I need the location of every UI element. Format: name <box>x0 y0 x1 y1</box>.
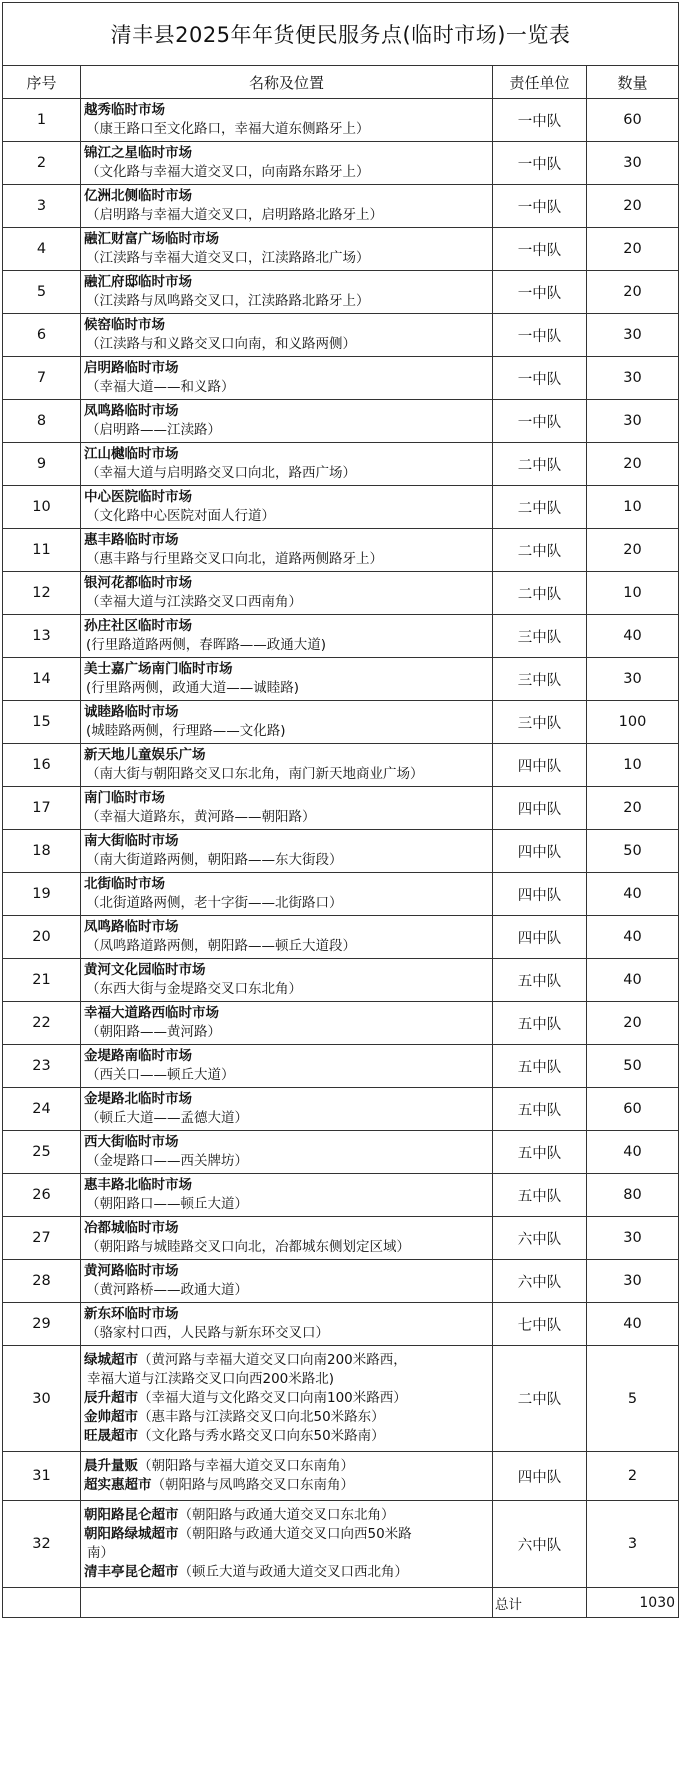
market-location-cell <box>81 787 493 830</box>
market-name: 黄河文化园临时市场 <box>84 962 206 978</box>
total-value: 1030 <box>587 1588 679 1618</box>
row-number: 2 <box>3 142 81 185</box>
table-row <box>3 701 679 744</box>
supermarket-entry <box>84 1370 488 1389</box>
market-name: 锦江之星临时市场 <box>84 145 192 161</box>
market-location-cell <box>81 271 493 314</box>
market-address: （幸福大道与江渎路交叉口西南角） <box>86 594 302 610</box>
market-name: 黄河路临时市场 <box>84 1263 179 1279</box>
stall-quantity: 80 <box>587 1174 679 1217</box>
row-number: 17 <box>3 787 81 830</box>
stall-quantity: 30 <box>587 1217 679 1260</box>
table-row <box>3 314 679 357</box>
market-location-cell <box>81 1088 493 1131</box>
supermarket-address: （朝阳路与幸福大道交叉口东南角） <box>138 1458 354 1474</box>
supermarket-address: （朝阳路与凤鸣路交叉口东南角） <box>151 1477 354 1493</box>
market-location-cell <box>81 357 493 400</box>
table-row <box>3 400 679 443</box>
supermarket-entry <box>84 1506 488 1525</box>
supermarket-entry <box>84 1427 488 1446</box>
supermarket-entry <box>84 1408 488 1427</box>
stall-quantity: 2 <box>587 1452 679 1501</box>
market-name: 冶都城临时市场 <box>84 1220 179 1236</box>
market-name: 南门临时市场 <box>84 790 165 806</box>
market-name: 幸福大道路西临时市场 <box>84 1005 219 1021</box>
empty-cell <box>81 1588 493 1618</box>
responsible-unit: 二中队 <box>493 1346 587 1452</box>
market-address: （江渎路与和义路交叉口向南，和义路两侧） <box>86 336 356 352</box>
stall-quantity: 50 <box>587 830 679 873</box>
responsible-unit: 三中队 <box>493 615 587 658</box>
market-name: 凤鸣路临时市场 <box>84 919 179 935</box>
market-name: 新天地儿童娱乐广场 <box>84 747 206 763</box>
market-address: （启明路与幸福大道交叉口，启明路路北路牙上） <box>86 207 383 223</box>
row-number: 31 <box>3 1452 81 1501</box>
stall-quantity: 10 <box>587 486 679 529</box>
responsible-unit: 一中队 <box>493 314 587 357</box>
market-name: 南大街临时市场 <box>84 833 179 849</box>
responsible-unit: 一中队 <box>493 228 587 271</box>
table-row <box>3 99 679 142</box>
market-address: （朝阳路口——顿丘大道） <box>86 1196 248 1212</box>
market-location-cell <box>81 1260 493 1303</box>
market-address: （朝阳路与城睦路交叉口向北，冶都城东侧划定区域） <box>86 1239 410 1255</box>
supermarket-address: （朝阳路与政通大道交叉口东北角） <box>178 1507 395 1523</box>
supermarket-name: 金帅超市 <box>84 1409 138 1425</box>
row-number: 15 <box>3 701 81 744</box>
stall-quantity: 100 <box>587 701 679 744</box>
header-no: 序号 <box>3 66 81 99</box>
supermarket-entry <box>84 1476 488 1495</box>
header-name: 名称及位置 <box>81 66 493 99</box>
row-number: 11 <box>3 529 81 572</box>
market-location-cell <box>81 916 493 959</box>
market-address: （东西大街与金堤路交叉口东北角） <box>86 981 302 997</box>
market-address: (行里路两侧，政通大道——诚睦路) <box>86 680 300 696</box>
row-number: 8 <box>3 400 81 443</box>
supermarket-name: 朝阳路昆仑超市 <box>84 1507 179 1523</box>
table-row <box>3 271 679 314</box>
market-name: 融汇府邸临时市场 <box>84 274 192 290</box>
responsible-unit: 五中队 <box>493 1131 587 1174</box>
responsible-unit: 五中队 <box>493 1045 587 1088</box>
market-name: 西大街临时市场 <box>84 1134 179 1150</box>
market-location-cell <box>81 1303 493 1346</box>
supermarket-address: （朝阳路与政通大道交叉口向西50米路 <box>178 1526 412 1542</box>
row-number: 29 <box>3 1303 81 1346</box>
row-number: 27 <box>3 1217 81 1260</box>
market-location-cell <box>81 228 493 271</box>
table-row <box>3 185 679 228</box>
market-name: 诚睦路临时市场 <box>84 704 179 720</box>
table-row <box>3 1217 679 1260</box>
row-number: 5 <box>3 271 81 314</box>
stall-quantity: 40 <box>587 916 679 959</box>
row-number: 7 <box>3 357 81 400</box>
market-name: 孙庄社区临时市场 <box>84 618 192 634</box>
supermarket-entry <box>84 1351 488 1370</box>
table-row <box>3 1045 679 1088</box>
supermarket-entry <box>84 1544 488 1563</box>
market-address: （南大街道路两侧，朝阳路——东大街段） <box>86 852 343 868</box>
market-location-cell <box>81 1217 493 1260</box>
market-location-cell <box>81 701 493 744</box>
row-number: 16 <box>3 744 81 787</box>
row-number: 12 <box>3 572 81 615</box>
total-row <box>3 1588 679 1618</box>
market-name: 新东环临时市场 <box>84 1306 179 1322</box>
supermarket-address: 南） <box>87 1545 114 1561</box>
stall-quantity: 20 <box>587 1002 679 1045</box>
market-address: （骆家村口西，人民路与新东环交叉口） <box>86 1325 329 1341</box>
row-number: 13 <box>3 615 81 658</box>
responsible-unit: 五中队 <box>493 1174 587 1217</box>
supermarket-entry <box>84 1525 488 1544</box>
stall-quantity: 30 <box>587 314 679 357</box>
responsible-unit: 六中队 <box>493 1217 587 1260</box>
market-location-cell <box>81 572 493 615</box>
stall-quantity: 10 <box>587 572 679 615</box>
stall-quantity: 40 <box>587 1131 679 1174</box>
market-name: 候窑临时市场 <box>84 317 165 333</box>
row-number: 25 <box>3 1131 81 1174</box>
market-address: （江渎路与凤鸣路交叉口，江渎路路北路牙上） <box>86 293 370 309</box>
responsible-unit: 六中队 <box>493 1260 587 1303</box>
stall-quantity: 60 <box>587 99 679 142</box>
responsible-unit: 二中队 <box>493 486 587 529</box>
stall-quantity: 40 <box>587 615 679 658</box>
supermarket-list-cell <box>81 1501 493 1588</box>
table-row <box>3 1346 679 1452</box>
market-list-sheet <box>2 2 678 1618</box>
market-table <box>2 2 679 1618</box>
responsible-unit: 一中队 <box>493 357 587 400</box>
supermarket-entry <box>84 1563 488 1582</box>
table-row <box>3 615 679 658</box>
stall-quantity: 40 <box>587 873 679 916</box>
supermarket-name: 晨升量贩 <box>84 1458 138 1474</box>
table-row <box>3 1452 679 1501</box>
market-name: 融汇财富广场临时市场 <box>84 231 219 247</box>
market-name: 启明路临时市场 <box>84 360 179 376</box>
market-location-cell <box>81 744 493 787</box>
supermarket-address: （幸福大道与文化路交叉口向南100米路西） <box>138 1390 407 1406</box>
responsible-unit: 一中队 <box>493 400 587 443</box>
total-label: 总计 <box>493 1588 587 1618</box>
row-number: 3 <box>3 185 81 228</box>
supermarket-name: 超实惠超市 <box>84 1477 152 1493</box>
responsible-unit: 五中队 <box>493 959 587 1002</box>
row-number: 10 <box>3 486 81 529</box>
market-address: (行里路道路两侧，春晖路——政通大道) <box>86 637 327 653</box>
table-row <box>3 486 679 529</box>
responsible-unit: 一中队 <box>493 185 587 228</box>
market-location-cell <box>81 873 493 916</box>
stall-quantity: 5 <box>587 1346 679 1452</box>
market-location-cell <box>81 142 493 185</box>
supermarket-name: 朝阳路绿城超市 <box>84 1526 179 1542</box>
market-location-cell <box>81 314 493 357</box>
market-location-cell <box>81 658 493 701</box>
responsible-unit: 二中队 <box>493 443 587 486</box>
table-row <box>3 1131 679 1174</box>
responsible-unit: 一中队 <box>493 271 587 314</box>
header-unit: 责任单位 <box>493 66 587 99</box>
responsible-unit: 七中队 <box>493 1303 587 1346</box>
market-location-cell <box>81 1045 493 1088</box>
market-address: （凤鸣路道路两侧，朝阳路——顿丘大道段） <box>86 938 356 954</box>
market-name: 美士嘉广场南门临时市场 <box>84 661 233 677</box>
row-number: 19 <box>3 873 81 916</box>
table-row <box>3 787 679 830</box>
market-address: （朝阳路——黄河路） <box>86 1024 221 1040</box>
responsible-unit: 三中队 <box>493 701 587 744</box>
market-location-cell <box>81 486 493 529</box>
market-name: 江山樾临时市场 <box>84 446 179 462</box>
market-address: （幸福大道——和义路） <box>86 379 235 395</box>
stall-quantity: 20 <box>587 443 679 486</box>
stall-quantity: 20 <box>587 787 679 830</box>
stall-quantity: 3 <box>587 1501 679 1588</box>
market-name: 金堤路南临时市场 <box>84 1048 192 1064</box>
row-number: 22 <box>3 1002 81 1045</box>
row-number: 28 <box>3 1260 81 1303</box>
market-name: 北街临时市场 <box>84 876 165 892</box>
row-number: 4 <box>3 228 81 271</box>
table-row <box>3 658 679 701</box>
supermarket-name: 清丰亭昆仑超市 <box>84 1564 179 1580</box>
row-number: 20 <box>3 916 81 959</box>
market-address: （西关口——顿丘大道） <box>86 1067 235 1083</box>
market-address: （文化路中心医院对面人行道） <box>86 508 275 524</box>
stall-quantity: 20 <box>587 185 679 228</box>
row-number: 6 <box>3 314 81 357</box>
market-address: （启明路——江渎路） <box>86 422 221 438</box>
table-row <box>3 1088 679 1131</box>
table-row <box>3 1174 679 1217</box>
table-row <box>3 1002 679 1045</box>
supermarket-list-cell <box>81 1452 493 1501</box>
market-location-cell <box>81 615 493 658</box>
table-row <box>3 142 679 185</box>
row-number: 32 <box>3 1501 81 1588</box>
market-name: 银河花都临时市场 <box>84 575 192 591</box>
stall-quantity: 30 <box>587 1260 679 1303</box>
table-row <box>3 1260 679 1303</box>
responsible-unit: 四中队 <box>493 787 587 830</box>
responsible-unit: 一中队 <box>493 142 587 185</box>
responsible-unit: 四中队 <box>493 830 587 873</box>
stall-quantity: 30 <box>587 357 679 400</box>
market-address: （幸福大道与启明路交叉口向北，路西广场） <box>86 465 356 481</box>
market-location-cell <box>81 99 493 142</box>
stall-quantity: 60 <box>587 1088 679 1131</box>
responsible-unit: 四中队 <box>493 1452 587 1501</box>
responsible-unit: 三中队 <box>493 658 587 701</box>
market-address: （康王路口至文化路口，幸福大道东侧路牙上） <box>86 121 370 137</box>
market-name: 越秀临时市场 <box>84 102 165 118</box>
market-location-cell <box>81 1131 493 1174</box>
market-location-cell <box>81 443 493 486</box>
header-qty: 数量 <box>587 66 679 99</box>
supermarket-name: 旺晟超市 <box>84 1428 138 1444</box>
row-number: 30 <box>3 1346 81 1452</box>
table-row <box>3 830 679 873</box>
stall-quantity: 40 <box>587 1303 679 1346</box>
row-number: 26 <box>3 1174 81 1217</box>
market-name: 凤鸣路临时市场 <box>84 403 179 419</box>
responsible-unit: 六中队 <box>493 1501 587 1588</box>
table-row <box>3 959 679 1002</box>
market-location-cell <box>81 400 493 443</box>
stall-quantity: 10 <box>587 744 679 787</box>
market-address: （金堤路口——西关牌坊） <box>86 1153 248 1169</box>
market-address: （江渎路与幸福大道交叉口，江渎路路北广场） <box>86 250 370 266</box>
stall-quantity: 50 <box>587 1045 679 1088</box>
table-row <box>3 1303 679 1346</box>
table-row <box>3 572 679 615</box>
responsible-unit: 四中队 <box>493 744 587 787</box>
supermarket-address: （文化路与秀水路交叉口向东50米路南） <box>138 1428 385 1444</box>
responsible-unit: 二中队 <box>493 572 587 615</box>
market-name: 惠丰路临时市场 <box>84 532 179 548</box>
stall-quantity: 20 <box>587 529 679 572</box>
responsible-unit: 四中队 <box>493 916 587 959</box>
market-name: 惠丰路北临时市场 <box>84 1177 192 1193</box>
market-location-cell <box>81 830 493 873</box>
table-row <box>3 228 679 271</box>
stall-quantity: 20 <box>587 228 679 271</box>
responsible-unit: 二中队 <box>493 529 587 572</box>
supermarket-entry <box>84 1389 488 1408</box>
stall-quantity: 30 <box>587 142 679 185</box>
market-address: （惠丰路与行里路交叉口向北，道路两侧路牙上） <box>86 551 383 567</box>
supermarket-entry <box>84 1457 488 1476</box>
market-location-cell <box>81 529 493 572</box>
table-title: 清丰县2025年年货便民服务点(临时市场)一览表 <box>3 3 679 66</box>
stall-quantity: 40 <box>587 959 679 1002</box>
table-row <box>3 873 679 916</box>
market-address: （北街道路两侧，老十字街——北街路口） <box>86 895 343 911</box>
supermarket-name: 绿城超市 <box>84 1352 138 1368</box>
responsible-unit: 四中队 <box>493 873 587 916</box>
market-address: （顿丘大道——孟德大道） <box>86 1110 248 1126</box>
market-name: 亿洲北侧临时市场 <box>84 188 192 204</box>
row-number: 21 <box>3 959 81 1002</box>
market-address: （南大街与朝阳路交叉口东北角，南门新天地商业广场） <box>86 766 424 782</box>
market-location-cell <box>81 185 493 228</box>
table-row <box>3 529 679 572</box>
supermarket-list-cell <box>81 1346 493 1452</box>
market-address: （文化路与幸福大道交叉口，向南路东路牙上） <box>86 164 370 180</box>
market-location-cell <box>81 959 493 1002</box>
stall-quantity: 30 <box>587 400 679 443</box>
supermarket-address: （顿丘大道与政通大道交叉口西北角） <box>178 1564 408 1580</box>
stall-quantity: 20 <box>587 271 679 314</box>
supermarket-address: （黄河路与幸福大道交叉口向南200米路西， <box>138 1352 407 1368</box>
table-row <box>3 1501 679 1588</box>
market-location-cell <box>81 1002 493 1045</box>
table-row <box>3 357 679 400</box>
row-number: 23 <box>3 1045 81 1088</box>
row-number: 24 <box>3 1088 81 1131</box>
table-row <box>3 744 679 787</box>
table-row <box>3 443 679 486</box>
responsible-unit: 一中队 <box>493 99 587 142</box>
market-location-cell <box>81 1174 493 1217</box>
market-address: (城睦路两侧，行理路——文化路) <box>86 723 286 739</box>
empty-cell <box>3 1588 81 1618</box>
table-row <box>3 916 679 959</box>
row-number: 1 <box>3 99 81 142</box>
responsible-unit: 五中队 <box>493 1002 587 1045</box>
supermarket-address: 幸福大道与江渎路交叉口向西200米路北) <box>87 1371 335 1387</box>
supermarket-address: （惠丰路与江渎路交叉口向北50米路东） <box>138 1409 385 1425</box>
supermarket-name: 辰升超市 <box>84 1390 138 1406</box>
market-address: （黄河路桥——政通大道） <box>86 1282 248 1298</box>
market-name: 金堤路北临时市场 <box>84 1091 192 1107</box>
responsible-unit: 五中队 <box>493 1088 587 1131</box>
market-name: 中心医院临时市场 <box>84 489 192 505</box>
row-number: 18 <box>3 830 81 873</box>
row-number: 9 <box>3 443 81 486</box>
header-row <box>3 66 679 99</box>
row-number: 14 <box>3 658 81 701</box>
stall-quantity: 30 <box>587 658 679 701</box>
market-address: （幸福大道路东，黄河路——朝阳路） <box>86 809 316 825</box>
